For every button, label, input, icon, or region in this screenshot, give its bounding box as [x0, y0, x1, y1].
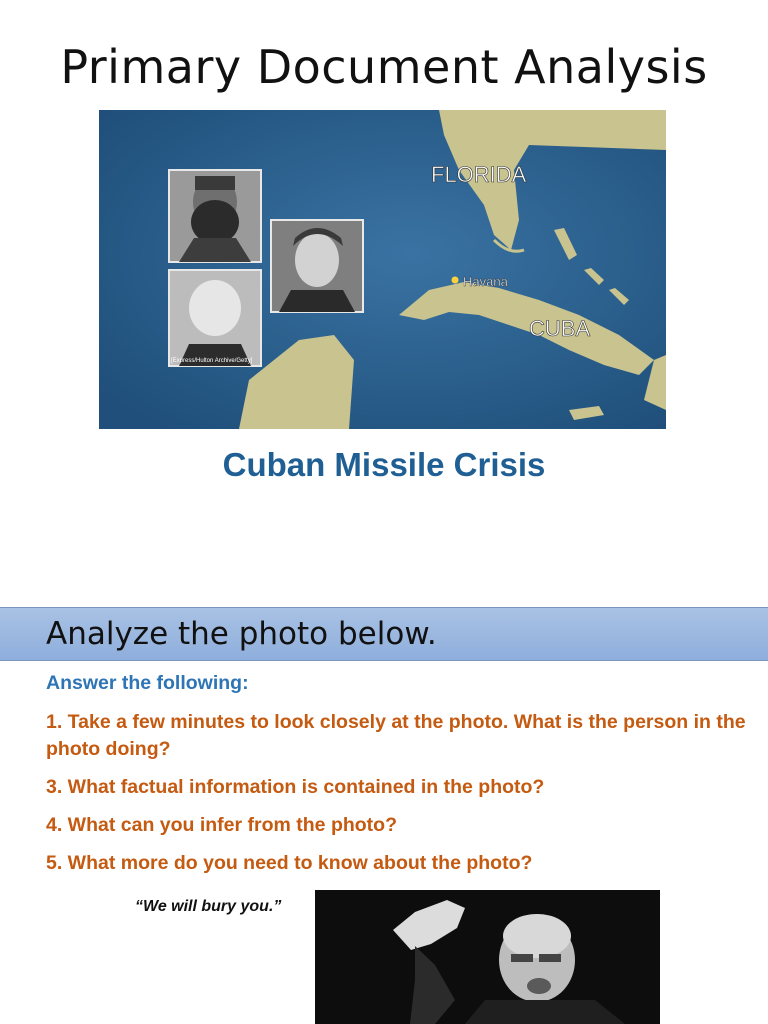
map-label-cuba: CUBA — [529, 316, 591, 341]
banner-text: Analyze the photo below. — [46, 616, 437, 652]
historical-photo — [315, 890, 660, 1024]
slide-subtitle: Cuban Missile Crisis — [222, 446, 546, 483]
instructions-block — [46, 672, 746, 888]
instructions-heading: Answer the following: — [46, 672, 249, 694]
portrait-bearded-man — [169, 170, 261, 262]
slide-title: Primary Document Analysis — [60, 40, 708, 94]
question-item: 4. What can you infer from the photo? — [46, 814, 397, 836]
map-label-florida: FLORIDA — [431, 162, 527, 187]
map-label-havana: Havana — [463, 274, 508, 289]
question-item: 3. What factual information is contained in the photo? — [46, 776, 545, 798]
photo-quote: “We will bury you.” — [135, 898, 282, 915]
havana-dot — [452, 277, 459, 284]
question-item: 1. Take a few minutes to look closely at the photo. What is the person in the photo doing? — [46, 711, 746, 760]
cuba-map-image — [99, 110, 666, 429]
portrait-man-suit — [271, 220, 363, 312]
portrait-bald-man — [169, 270, 261, 366]
question-item: 5. What more do you need to know about the photo? — [46, 852, 533, 874]
photo-credit: [Express/Hulton Archive/Getty] — [171, 358, 253, 364]
section-banner — [0, 607, 768, 661]
